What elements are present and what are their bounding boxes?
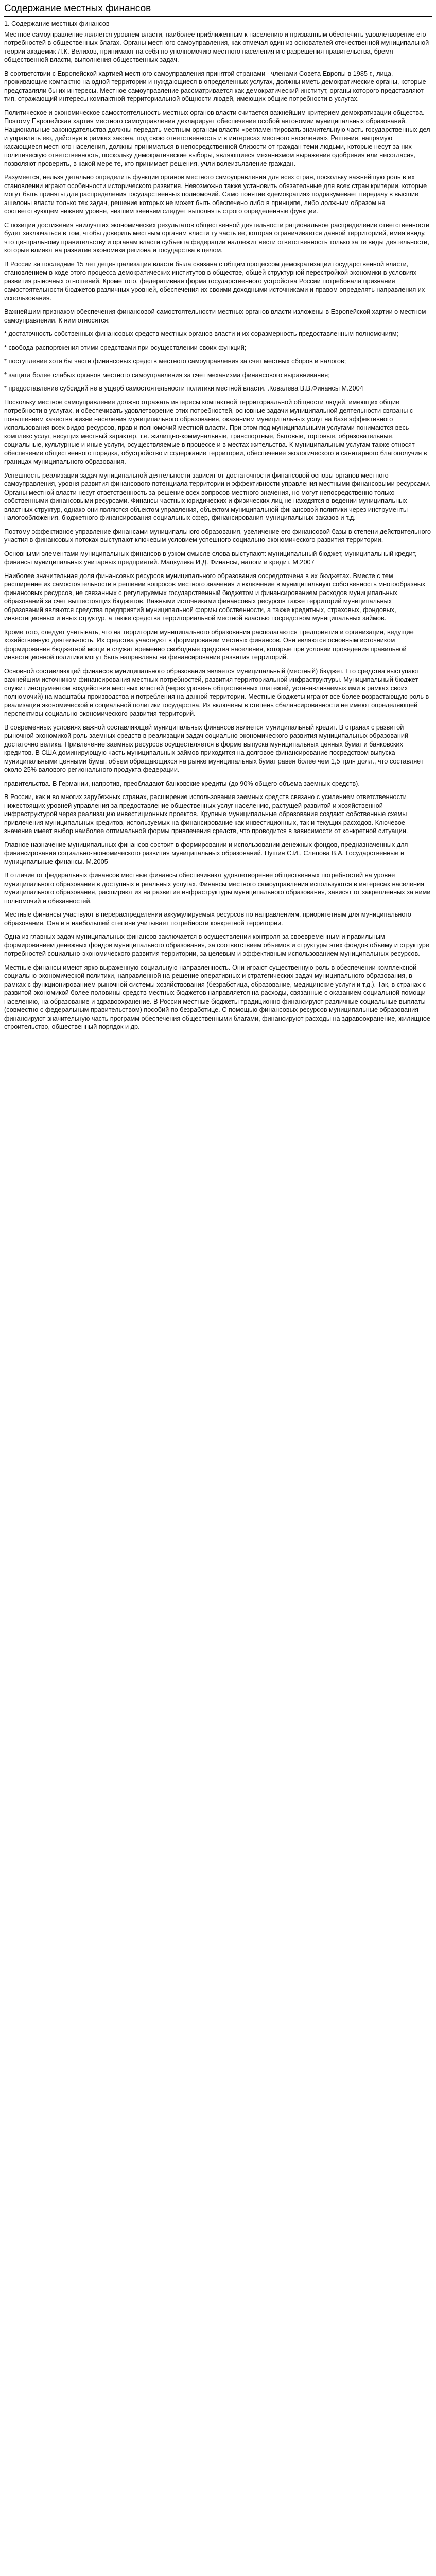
paragraph: Наиболее значительная доля финансовых ресурсов муниципального образования сосредоточена в их бюджетах. Вместе с тем расширение их самостоятельности в решении вопросов местного значения и включение в муниципальную собственность многообразных финансовых ресурсов, не связанных с регулируемых государственный бюджетом и финансированием расходов муниципальных образований за счет вышестоящих бюджетов. Важными источниками финансовых ресурсов также территорий муниципальных образований являются средства предприятий муниципальной формы собственности, а также кредитных, страховых, фондовых, инвестиционных и иных структур, а также средства территориальной местной властью посредством муниципальных займов. [4,572,426,622]
list-item: * защита более слабых органов местного самоуправления за счет механизма финансового выравнивания; [4,371,330,379]
paragraph: Местное самоуправление является уровнем власти, наиболее приближенным к населению и призванным обеспечить удовлетворение его потребностей в общественных благах. Органы местного самоуправления, как отмечал один из основателей отечественной муниципальной теории академик Л.К. Велихов, принимают на себя по уполномочию местного населения и с разрешения правительства, бремя общественной власти, выполнения общественных задач. [4,30,429,63]
paragraph: Местные финансы участвуют в перераспределении аккумулируемых ресурсов по направлениям, приоритетным для муниципального образования. Она и в наибольшей степени учитывает потребности конкретной территории. [4,911,411,927]
page-title: Содержание местных финансов [4,3,151,14]
paragraph: Поэтому эффективное управление финансами муниципального образования, увеличение его финансовой базы в степени действительного участия в финансовых потоках выступают ключевым условием успешного социально-экономического развития территории. [4,528,431,544]
paragraph: Местные финансы имеют ярко выраженную социальную направленность. Они играют существенную роль в обеспечении комплексной социально-экономической политики, направленной на решение оперативных и стратегических задач муниципального образования, в рамках с функционированием рыночной системы хозяйствования (безработица, образование, медицинские услуги и т.д.). Так, в странах с развитой экономикой более половины средств местных бюджетов направляется на расходы, связанные с оказанием социальной помощи населению, на образование и здравоохранение. В России местные бюджеты традиционно финансируют различные социальные выплаты (совместно с федеральным правительством) пособий по безработице. С помощью финансовых ресурсов муниципальные образования финансируют значительную часть программ обеспечения общественными благами, финансируют расходы на здравоохранение, жилищное строительство, общественный порядок и др. [4,963,431,1030]
paragraph: Разумеется, нельзя детально определить функции органов местного самоуправления для всех стран, поскольку важнейшую роль в их становлении играют особенности исторического развития. Невозможно также установить обязательные для всех стран критерии, которые могут быть приняты для распределения государственных полномочий. Само понятие «демократия» подразумевает передачу в высшие эшелоны власти только тех задач, решение которых не может быть обеспечено либо в принципе, либо должным образом на соответствующем нижнем уровне, низшим звеньям следует выполнять строго определенные функции. [4,174,427,215]
paragraph: В соответствии с Европейской хартией местного самоуправления принятой странами - членами Совета Европы в 1985 г., лица, проживающие компактно на одной территории и нуждающиеся в определенных услугах, должны иметь демократические органы, которые представляли бы их интересы. Местное самоуправление рассматривается как демократический институт, органы которого представляют тип, отражающий интересы компактной территориальной общности людей, имеющих общие потребности в услугах. [4,70,426,103]
paragraph: Основными элементами муниципальных финансов в узком смысле слова выступают: муниципальный бюджет, муниципальный кредит, финансы муниципальных унитарных предприятий. Мацкуляка И.Д. Финансы, налоги и кредит. М.2007 [4,550,417,566]
paragraph: Политическое и экономическое самостоятельность местных органов власти считается важнейшим критерием демократизации общества. Поэтому Европейская хартия местного самоуправления декларирует обеспечение особой автономии муниципальных образований. Национальные законодательства должны передать местным органам власти «регламентировать значительную часть государственных дел и управлять ею, действуя в рамках закона, под свою ответственность и в интересах местного населения». Решения, напрямую касающиеся местного населения, должны приниматься в непосредственной близости от граждан теми людьми, которые несут за них политическую ответственность, поскольку демократические выборы, являющиеся механизмом выражения одобрения или несогласия, позволяют проверить, в какой мере те, кто принимает решения, учли волеизъявление граждан. [4,109,430,167]
article-body [4,20,432,1031]
paragraph: Одна из главных задач муниципальных финансов заключается в осуществлении контроля за своевременным и правильным формированием денежных фондов муниципального образования, за соответствием объемов и структуры этих фондов объему и структуре потребностей социально-экономического развития территории, за целевым и эффективным использованием муниципальных ресурсов. [4,933,429,957]
paragraph: Главное назначение муниципальных финансов состоит в формировании и использовании денежных фондов, предназначенных для финансирования социально-экономического развития муниципальных образований. Пушин С.И., Слепова В.А. Государственные и муниципальные финансы. М.2005 [4,841,408,866]
paragraph: В России, как и во многих зарубежных странах, расширение использования заемных средств связано с усилением ответственности нижестоящих уровней управления за предоставление общественных услуг населению, растущей развитой и хозяйственной инфраструктурой через реализацию инвестиционных проектов. Крупные муниципальные образования создают собственные схемы привлечения муниципальных кредитов, используемых на финансирование как инвестиционных, так и текущих расходов. Ключевое значение имеет выбор наиболее оптимальной формы привлечения средств, что проводится в зависимости от конкретной ситуации. [4,793,408,835]
title-divider [4,16,432,17]
paragraph: Успешность реализации задач муниципальной деятельности зависит от достаточности финансовой основы органов местного самоуправления, уровня развития финансового потенциала территории и эффективности управления местными финансовыми ресурсами. Органы местной власти несут ответственность за решение всех вопросов местного значения, но могут непосредственно только собственными финансовыми ресурсами. Финансы частных юридических и физических лиц не находятся в ведении муниципальных властных структур, однако они являются объектом управления, объектом муниципальной финансовой политики через инструменты налогообложения, бюджетного финансирования социальных сфер, финансирования муниципальных заказов и т.д. [4,471,431,521]
list-item: * достаточность собственных финансовых средств местных органов власти и их соразмерность предоставленным полномочиям; [4,330,398,337]
paragraph: В России за последние 15 лет децентрализация власти была связана с общим процессом демократизации государственной власти, становлением в ходе этого процесса демократических институтов в обществе, общей структурной перестройкой экономики в условиях развития рыночных отношений. Кроме того, федеративная форма государственного устройства России потребовала признания самостоятельности бюджетов различных уровней, обеспечения их своими доходными источниками и правом определять направления их использования. [4,260,425,302]
list-item: * поступление хотя бы части финансовых средств местного самоуправления за счет местных сборов и налогов; [4,358,346,365]
paragraph: Кроме того, следует учитывать, что на территории муниципального образования располагаются предприятия и организации, ведущие хозяйственную деятельность. Их средства участвуют в формировании местных финансов. Они являются основным источником формирования бюджетной мощи и служат временно свободные средства населения, которые при условии проведения правильной инвестиционной политики могут быть направлены на финансирование развития территорий. [4,628,414,661]
paragraph: Поскольку местное самоуправление должно отражать интересы компактной территориальной общности людей, имеющих общие потребности в услугах, и обеспечивать удовлетворение этих потребностей, основные задачи муниципальной деятельности связаны с повышением качества жизни населения муниципального образования, оказанием муниципальных услуг на базе эффективного использования всех видов ресурсов, прав и полномочий местной власти. При этом под муниципальными услугами понимаются весь комплекс услуг, несущих местный характер, т.е. жилищно-коммунальные, транспортные, бытовые, торговые, образовательные, социальные, культурные и иные услуги, осуществляемые в процессе и в местах жительства. К муниципальным услугам также относят обеспечение общественного порядка, обустройство и содержание территории, обеспечение экологического и санитарного благополучия в границах муниципального образования. [4,398,427,465]
paragraph: Важнейшим признаком обеспечения финансовой самостоятельности местных органов власти изложены в Европейской хартии о местном самоуправлении. К ним относятся: [4,308,426,324]
paragraph: Основной составляющей финансов муниципального образования является муниципальный (местный) бюджет. Его средства выступают важнейшим источником финансирования местных потребностей, развития территориальной инфраструктуры. Муниципальный бюджет служит инструментом воздействия местных властей (через уровень общественных платежей, устанавливаемых ими в рамках своих полномочий) на масштабы производства и потребления на данной территории. Местные бюджеты играют все более возрастающую роль в реализации экономической и социальной политики государства. Их включены в степень сбалансированности не имеют определяющей перспективы социально-экономического развития территорий. [4,667,429,717]
paragraph: С позиции достижения наилучших экономических результатов общественной деятельности рациональное распределение ответственности будет заключаться в том, чтобы доверить местным органам власти ту часть ее, которая ограничивается данной территорией, имея ввиду, что центральному правительству и органам власти субъекта федерации надлежит нести ответственность только за те виды деятельности, которые влияют на развитие экономики региона и государства в целом. [4,221,430,254]
paragraph: правительства. В Германии, напротив, преобладают банковские кредиты (до 90% общего объема заемных средств). [4,779,360,787]
section-heading: 1. Содержание местных финансов [4,20,110,27]
paragraph: В современных условиях важной составляющей муниципальных финансов является муниципальный кредит. В странах с развитой рыночной экономикой роль заемных средств в реализации задач социально-экономического развития муниципальных образований достаточно велика. Привлечение заемных ресурсов осуществляется в форме выпуска муниципальных ценных бумаг и банковских кредитов. В США доминирующую часть муниципальных займов приходится на долговое финансирование посредством выпуска муниципальными ценными бумаг, объем обращающихся на рынке муниципальных бумаг равен более чем 1,5 трлн долл., что составляет около 25% валового регионального продукта федерации. [4,723,424,773]
list-item: * предоставление субсидий не в ущерб самостоятельности политики местной власти. .Ковалева В.В.Финансы М.2004 [4,385,363,392]
paragraph: В отличие от федеральных финансов местные финансы обеспечивают удовлетворение общественных потребностей на уровне муниципального образования в доступных и реальных услугах. Финансы местного самоуправления используются в интересах населения муниципального образования, расширяют их на развитие инфраструктуры муниципального образования, зависят от закрепленных за ними полномочий и обязанностей. [4,872,431,905]
list-item: * свобода распоряжения этими средствами при осуществлении своих функций; [4,344,247,351]
